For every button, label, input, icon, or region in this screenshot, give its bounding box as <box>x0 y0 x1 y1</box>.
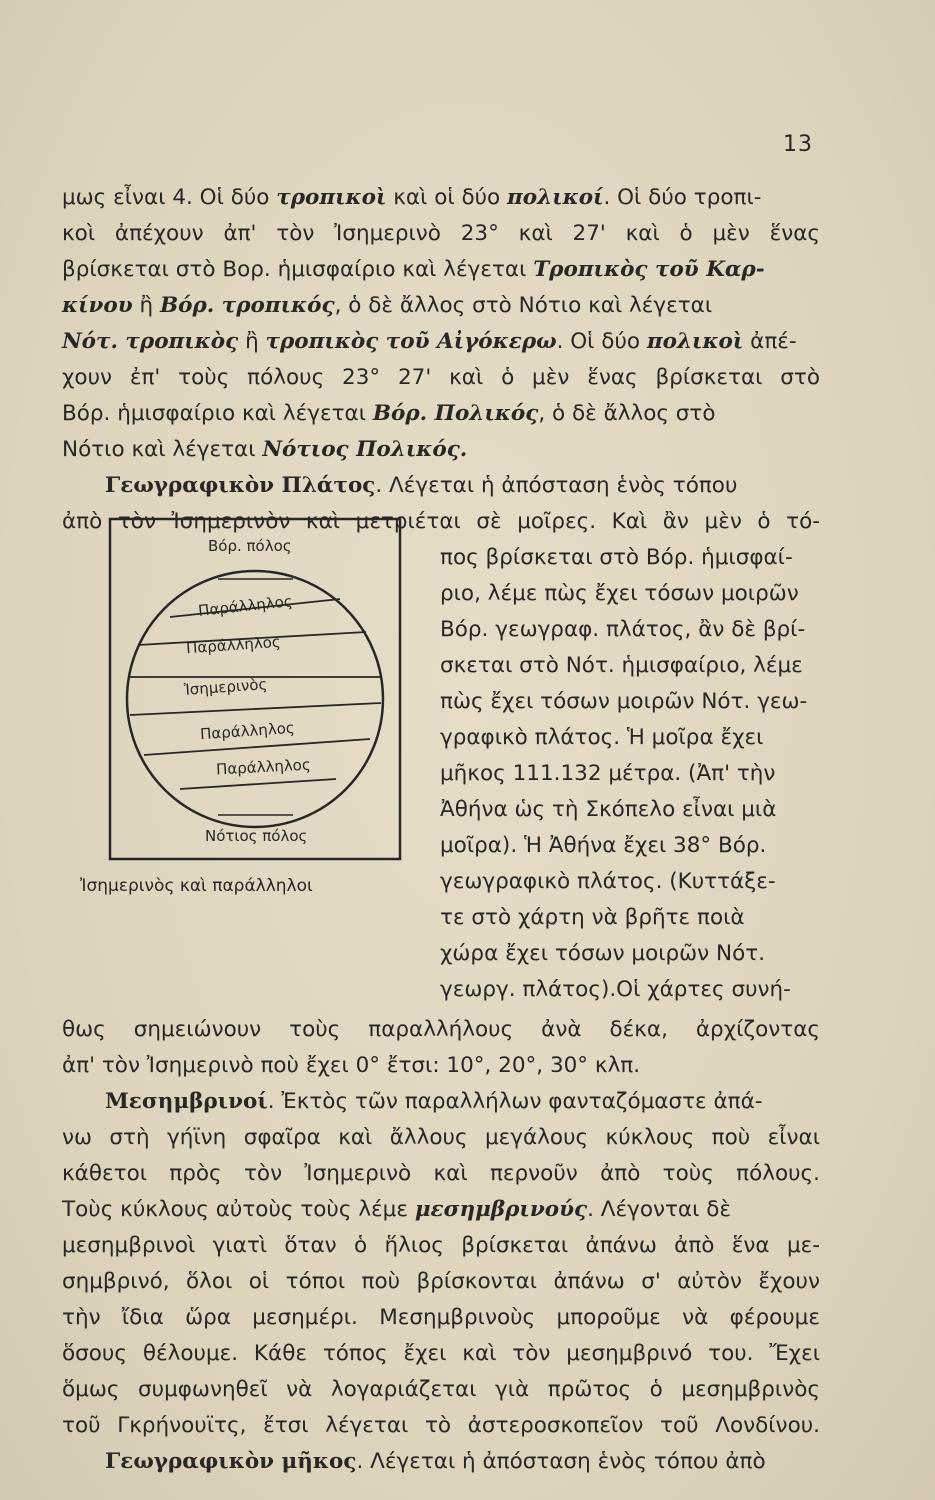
section-heading-meridians: Μεσημβρινοί. Ἐκτὸς τῶν παραλλήλων φανταζόμαστε ἀπά- <box>105 1089 763 1114</box>
text-line: ὅμως συμφωνηθεῖ νὰ λογαριάζεται γιὰ πρῶτος ὁ μεσημβρινὸς <box>62 1377 820 1402</box>
text-line: σκεται στὸ Νότ. ἡμισφαίριο, λέμε <box>440 653 803 678</box>
text-line: κοὶ ἀπέχουν ἀπ' τὸν Ἰσημερινὸ 23° καὶ 27' καὶ ὁ μὲν ἕνας <box>62 221 820 246</box>
text-line: χώρα ἔχει τόσων μοιρῶν Νότ. <box>440 941 766 966</box>
text-line: νω στὴ γήϊνη σφαῖρα καὶ ἄλλους μεγάλους κύκλους ποὺ εἶναι <box>62 1125 820 1150</box>
globe-figure <box>108 517 403 862</box>
text-line: Βόρ. ἡμισφαίριο καὶ λέγεται Βόρ. Πολικός, ὁ δὲ ἄλλος στὸ <box>62 401 716 426</box>
text-line: γραφικὸ πλάτος. Ἡ μοῖρα ἔχει <box>440 725 764 750</box>
text-line: χουν ἐπ' τοὺς πόλους 23° 27' καὶ ὁ μὲν ἕνας βρίσκεται στὸ <box>62 365 820 390</box>
text-line: σημβρινό, ὅλοι οἱ τόποι ποὺ βρίσκονται ἀπάνω σ' αὐτὸν ἔχουν <box>62 1269 820 1294</box>
text-line: τὴν ἴδια ὥρα μεσημέρι. Μεσημβρινοὺς μποροῦμε νὰ φέρουμε <box>62 1305 820 1330</box>
text-line: Βόρ. γεωγραφ. πλάτος, ἂν δὲ βρί- <box>440 617 806 642</box>
text-line: ριο, λέμε πὼς ἔχει τόσων μοιρῶν <box>440 581 799 606</box>
text-line: γεωγραφικὸ πλάτος. (Κυττάξε- <box>440 869 776 894</box>
parallel-label: Παράλληλος <box>199 718 296 744</box>
text-line: κάθετοι πρὸς τὸν Ἰσημερινὸ καὶ περνοῦν ἀπὸ τοὺς πόλους. <box>62 1161 820 1186</box>
parallel-label: Παράλληλος <box>215 755 312 779</box>
text-line: τοῦ Γκρήνουϊτς, ἔτσι λέγεται τὸ ἀστεροσκοπεῖον τοῦ Λονδίνου. <box>62 1413 820 1438</box>
text-line: μεσημβρινοὶ γιατὶ ὅταν ὁ ἥλιος βρίσκεται ἀπάνω ἀπὸ ἕνα με- <box>62 1233 820 1258</box>
text-line: μοῖρα). Ἡ Ἀθήνα ἔχει 38° Βόρ. <box>440 833 767 858</box>
south-pole-label: Νότιος πόλος <box>205 827 308 845</box>
parallel-label: Παράλληλος <box>185 632 282 658</box>
text-line: βρίσκεται στὸ Βορ. ἡμισφαίριο καὶ λέγεται Τροπικὸς τοῦ Καρ- <box>62 257 765 282</box>
figure-caption: Ἰσημερινὸς καὶ παράλληλοι <box>80 876 313 896</box>
text-line: ὅσους θέλουμε. Κάθε τόπος ἔχει καὶ τὸν μεσημβρινό του. Ἔχει <box>62 1341 820 1366</box>
text-line: κίνου ἢ Βόρ. τροπικός, ὁ δὲ ἄλλος στὸ Νότιο καὶ λέγεται <box>62 293 713 318</box>
text-line: Νότ. τροπικὸς ἢ τροπικὸς τοῦ Αἰγόκερω. Οἱ δύο πολικοὶ ἀπέ- <box>62 329 797 354</box>
text-line: Ἀθήνα ὡς τὴ Σκόπελο εἶναι μιὰ <box>440 797 777 822</box>
page-number: 13 <box>783 132 813 157</box>
text-line: τε στὸ χάρτη νὰ βρῆτε ποιὰ <box>440 905 745 930</box>
text-line: πος βρίσκεται στὸ Βόρ. ἡμισφαί- <box>440 545 793 570</box>
text-line: Νότιο καὶ λέγεται Νότιος Πολικός. <box>62 437 468 462</box>
section-heading-latitude: Γεωγραφικὸν Πλάτος. Λέγεται ἡ ἀπόσταση ἑνὸς τόπου <box>105 473 738 498</box>
text-line: μῆκος 111.132 μέτρα. (Ἀπ' τὴν <box>440 761 776 786</box>
parallel-label: Παράλληλος <box>197 592 294 620</box>
section-heading-longitude: Γεωγραφικὸν μῆκος. Λέγεται ἡ ἀπόσταση ἑνὸς τόπου ἀπὸ <box>105 1449 766 1474</box>
text-line: πὼς ἔχει τόσων μοιρῶν Νότ. γεω- <box>440 689 808 714</box>
text-line: Τοὺς κύκλους αὐτοὺς τοὺς λέμε μεσημβρινούς. Λέγονται δὲ <box>62 1197 731 1222</box>
text-line: ἀπὸ τὸν Ἰσημερινὸν καὶ μετριέται σὲ μοῖρες. Καὶ ἂν μὲν ὁ τό- <box>62 509 820 534</box>
text-line: μως εἶναι 4. Οἱ δύο τροπικοὶ καὶ οἱ δύο πολικοί. Οἱ δύο τροπι- <box>62 185 762 210</box>
text-line: γεωργ. πλάτος).Οἱ χάρτες συνή- <box>440 977 791 1002</box>
text-line: θως σημειώνουν τοὺς παραλλήλους ἀνὰ δέκα, ἀρχίζοντας <box>62 1017 820 1042</box>
north-pole-label: Βόρ. πόλος <box>208 537 292 555</box>
equator-label: Ἰσημερινὸς <box>183 675 268 699</box>
text-line: ἀπ' τὸν Ἰσημερινὸ ποὺ ἔχει 0° ἔτσι: 10°, 20°, 30° κλπ. <box>62 1053 641 1078</box>
